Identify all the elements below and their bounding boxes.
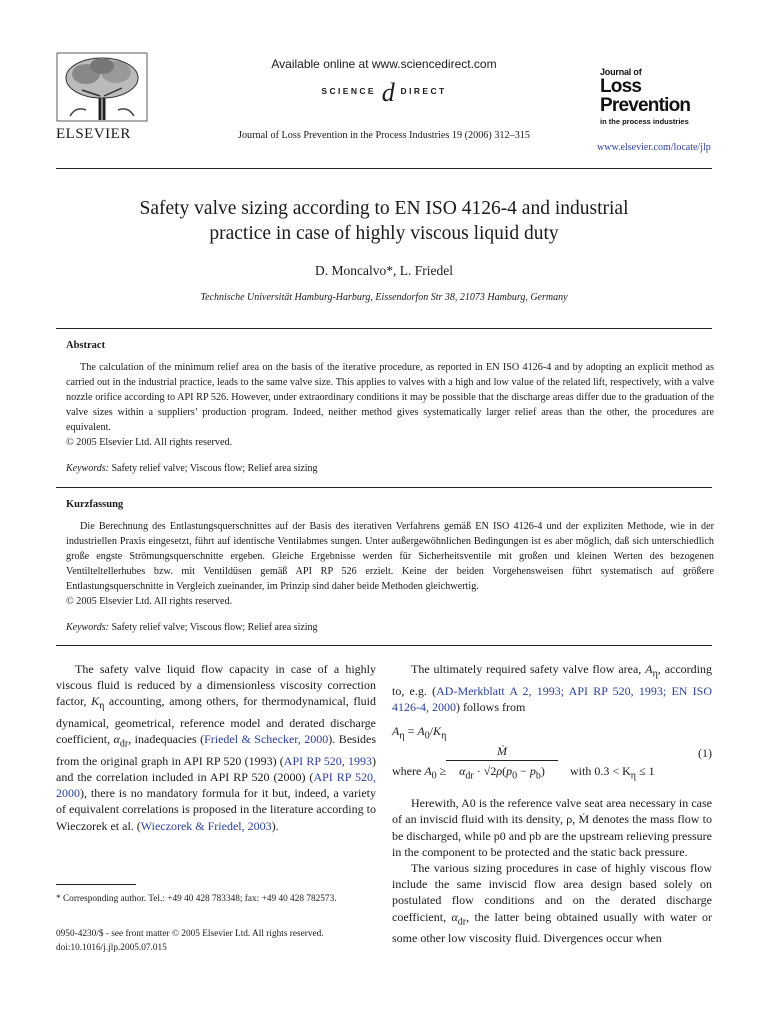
left-p1-b: accounting, among others, for thermodynamical, fluid dynamical, geometrical, reference model and derated discharge coefficient, <box>56 694 377 747</box>
ref-link-wieczorek[interactable]: Wieczorek & Friedel, 2003 <box>140 818 272 833</box>
kurzfassung-copyright: © 2005 Elsevier Ltd. All rights reserved. <box>66 596 233 607</box>
journal-logo <box>600 68 690 126</box>
ref-link-api-1993[interactable]: API RP 520, 1993 <box>283 753 372 768</box>
authors: D. Moncalvo*, L. Friedel <box>315 263 453 278</box>
abstract-keywords <box>66 463 318 474</box>
abstract-body: The calculation of the minimum relief area on the basis of the iterative procedure, as reported in EN ISO 4126-4 and by adopting an explicit method as carried out in the industrial practice, leads to the same valve size. This applies to valves with a high and low value of the related lift, respectively, with a valve nozzle orifice according to API RP 526. However, under extraordinary conditions it may be possible that the discharge areas differ due to the graduation of the valve sizes within a suppliers’ production program. Indeed, neither method gives systematically larger relief areas than the other, the procedures are equivalent. <box>66 362 714 433</box>
keywords-label-de: Keywords: <box>66 622 109 633</box>
abstract-text <box>66 360 714 450</box>
left-p1-g: ). <box>271 818 279 833</box>
eq-fraction-bar <box>446 760 558 761</box>
right-paragraph-3: The various sizing procedures in case of highly viscous flow include the same inviscid flow area design based solely on postulated flow conditions and on the derated discharge coefficient, $\alpha_{dr}$, the latter being obtained usually with water or some other low viscosity fluid. Divergences occur when <box>392 861 713 946</box>
keywords-label: Keywords: <box>66 463 109 474</box>
corresponding-footnote: * Corresponding author. Tel.: +49 40 428 783348; fax: +49 40 428 782573. <box>56 894 337 904</box>
left-paragraph-1: The safety valve liquid flow capacity in case of a highly viscous fluid is reduced by a dimensionless viscosity correction factor, $K_\eta$ accounting, among others, for thermodynamical, fluid dynamical, geometrical, reference model and derated discharge coefficient, $\alpha_{dr}$, inadequacies (Friedel & Schecker, 2000). Besides from the original graph in API RP 520 (1993) (API RP 520, 1993) and the correlation included in API RP 520 (2000) (API RP 520, 2000), there is no mandatory formula for it but, indeed, a variety of equivalent correlations is proposed in the literature according to Wieczorek et al. (Wieczorek & Friedel, 2003). <box>56 662 377 833</box>
affiliation: Technische Universität Hamburg-Harburg, Eissendorfon Str 38, 21073 Hamburg, Germany <box>200 292 568 303</box>
journal-logo-line1: Journal of <box>600 67 642 77</box>
kurzfassung-keywords <box>66 622 318 633</box>
journal-logo-line2: Loss <box>600 76 642 97</box>
equation-a-eta: $A_\eta = A_0/K_\eta$ <box>392 724 447 742</box>
left-p1-e: ) and the correlation included in API RP 520 (2000) ( <box>56 753 376 784</box>
sciencedirect-d-icon: d <box>381 78 395 107</box>
equation-number: (1) <box>698 746 712 761</box>
direct-word: DIRECT <box>400 86 447 96</box>
left-p1-c: inadequacies ( <box>134 732 205 747</box>
publisher-name: ELSEVIER <box>56 126 131 142</box>
right-p1-b: according to, e.g. ( <box>392 662 713 698</box>
article-title <box>60 196 708 246</box>
issn-line: 0950-4230/$ - see front matter © 2005 Elsevier Ltd. All rights reserved. <box>56 929 324 939</box>
right-paragraph-1: The ultimately required safety valve flow area, $A_\eta$, according to, e.g. (AD-Merkblatt A 2, 1993; API RP 520, 1993; EN ISO 4126-4, 2000) follows from <box>392 662 713 714</box>
eq-where-label: where $A_0$ ≥ <box>392 764 447 782</box>
eq-with-text: with 0.3 < K <box>570 764 631 779</box>
ref-link-standards[interactable]: AD-Merkblatt A 2, 1993; API RP 520, 1993; EN ISO 4126-4, 2000 <box>392 683 713 714</box>
ref-link-api-2000[interactable]: API RP 520, 2000 <box>56 770 376 801</box>
eq-where-text: where <box>392 764 422 779</box>
journal-logo-line4: in the process industries <box>600 117 689 126</box>
abstract-heading: Abstract <box>66 340 106 351</box>
right-p1-c: ) follows from <box>456 699 526 714</box>
title-line-1: Safety valve sizing according to EN ISO 4126-4 and industrial <box>139 198 629 219</box>
science-word: SCIENCE <box>321 86 376 96</box>
kurzfassung-text <box>66 519 714 609</box>
front-matter <box>56 927 386 955</box>
body-top-rule <box>56 645 712 646</box>
eq-numerator: Ṁ <box>497 744 507 759</box>
left-p1-a: The safety valve liquid flow capacity in case of a highly viscous fluid is reduced by a dimensionless viscosity correction factor, <box>56 662 376 709</box>
ref-link-friedel-schecker[interactable]: Friedel & Schecker, 2000 <box>204 732 329 747</box>
right-p3-a: The various sizing procedures in case of highly viscous flow include the same inviscid flow area design based solely on postulated flow conditions and on the derated discharge coefficient, <box>392 861 712 924</box>
title-line-2: practice in case of highly viscous liquid duty <box>209 223 559 244</box>
abstract-copyright: © 2005 Elsevier Ltd. All rights reserved. <box>66 437 233 448</box>
online-availability[interactable]: Available online at www.sciencedirect.com <box>271 57 497 71</box>
eq-fraction <box>446 743 558 785</box>
footnote-rule <box>56 884 136 885</box>
right-paragraph-2: Herewith, A0 is the reference valve seat area necessary in case of an inviscid fluid with its density, ρ, Ṁ denotes the mass flow to be discharged, while p0 and pb are the upstream relieving pressure in the component to be protected and the static back pressure. <box>392 796 713 859</box>
body-right-column <box>392 661 712 946</box>
right-p3-b: the latter being obtained usually with water or some other low viscosity fluid. Divergences occur when <box>392 909 713 946</box>
right-p1-a: The ultimately required safety valve flow area, <box>411 662 642 676</box>
doi-line[interactable]: doi:10.1016/j.jlp.2005.07.015 <box>56 943 167 953</box>
eq-condition: with $0.3 < K_\eta \le 1$ <box>570 764 655 782</box>
header-rule <box>56 168 712 169</box>
journal-header <box>0 0 768 168</box>
journal-citation: Journal of Loss Prevention in the Process Industries 19 (2006) 312–315 <box>237 130 530 141</box>
eq-denominator: $\alpha_{dr} \cdot √2\rho(p_0 - p_b)$ <box>459 764 545 782</box>
keywords-list: Safety relief valve; Viscous flow; Relief area sizing <box>111 463 318 474</box>
abstract-top-rule <box>56 328 712 329</box>
equation-1 <box>392 739 712 785</box>
kurzfassung-body: Die Berechnung des Entlastungsquerschnittes auf der Basis des iterativen Verfahrens gemäß EN ISO 4126-4 und der expliziten Methode, wie in der industriellen Praxis eingesetzt, führt auf identische Ventilabmes sungen. Unter außergewöhnlichen Bedingungen ist es aber möglich, daß sich unterschiedlich große engste Strömungsquerschnitte ergeben. Gleiche Ergebnisse werden für Sicherheitsventile mit großen und kleinen Werten des bezogenen Ventilteltellerhubes bzw. mit Ventildüsen gemäß API RP 526 erzielt. Keine der beiden Vorgehensweisen führt systematisch auf größere Entlastungsquerschnitte in Vergleich zueinander, im Prinzip sind daher beide Methoden gleichwertig. <box>66 521 714 592</box>
body-left-column <box>56 661 376 834</box>
kurzfassung-heading: Kurzfassung <box>66 499 124 510</box>
left-p1-f: ), there is no mandatory formula for it but, indeed, a variety of equivalent correlations is proposed in the literature according to Wieczorek et al. ( <box>56 786 376 833</box>
left-p1-d: ). Besides from the original graph in API RP 520 (1993) ( <box>56 732 377 768</box>
keywords-list-de: Safety relief valve; Viscous flow; Relief area sizing <box>111 622 318 633</box>
kurzfassung-top-rule <box>56 487 712 488</box>
journal-logo-line3: Prevention <box>600 95 691 116</box>
journal-url-link[interactable]: www.elsevier.com/locate/jlp <box>597 142 711 153</box>
